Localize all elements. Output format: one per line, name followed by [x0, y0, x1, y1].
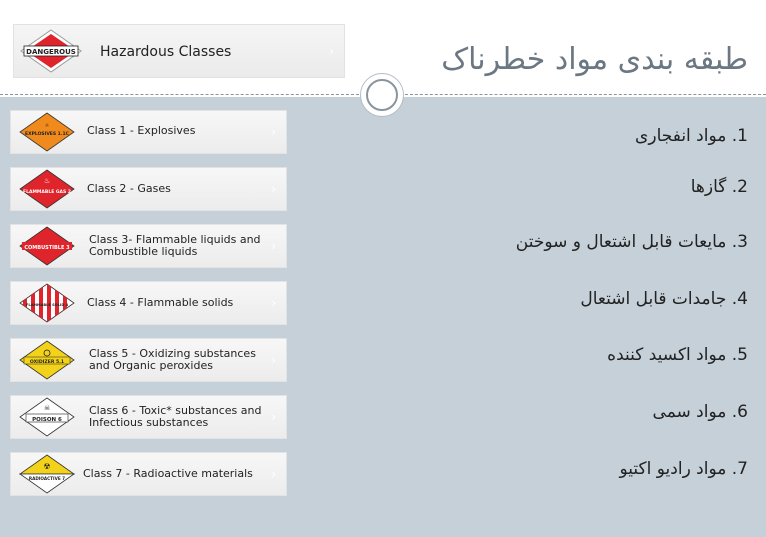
class-label: Class 5 - Oxidizing substances and Organic peroxides	[89, 347, 256, 372]
persian-list-item-6: 6. مواد سمی	[652, 402, 748, 422]
class-label: Class 7 - Radioactive materials	[83, 467, 253, 480]
divider-ornament-inner	[366, 79, 398, 111]
persian-list-item-2: 2. گازها	[690, 177, 748, 197]
class-card-3[interactable]	[10, 224, 287, 268]
chevron-right-icon: ›	[271, 239, 276, 253]
content-area	[0, 97, 766, 537]
class-card-4[interactable]	[10, 281, 287, 325]
hazardous-classes-label: Hazardous Classes	[100, 44, 232, 60]
class-card-7[interactable]	[10, 452, 287, 496]
persian-list-item-1: 1. مواد انفجاری	[635, 126, 748, 146]
class-card-1[interactable]	[10, 110, 287, 154]
page-title: طبقه بندی مواد خطرناک	[441, 42, 748, 77]
flammable-gas-sign-icon	[19, 169, 75, 209]
svg-text:☼: ☼	[44, 123, 50, 129]
svg-text:☢: ☢	[43, 462, 51, 471]
class-card-6[interactable]	[10, 395, 287, 439]
poison-sign-text: POISON 6	[32, 417, 62, 423]
chevron-right-icon: ›	[329, 44, 334, 58]
chevron-right-icon: ›	[271, 353, 276, 367]
dangerous-sign-text: DANGEROUS	[26, 48, 76, 56]
oxidizer-sign-icon	[19, 340, 75, 380]
class-label: Class 2 - Gases	[87, 182, 171, 195]
chevron-right-icon: ›	[271, 296, 276, 310]
chevron-right-icon: ›	[271, 182, 276, 196]
hazardous-classes-card[interactable]	[13, 24, 345, 78]
persian-list-item-3: 3. مایعات قابل اشتعال و سوختن	[515, 232, 748, 252]
poison-sign-icon	[19, 397, 75, 437]
persian-list-item-4: 4. جامدات قابل اشتعال	[580, 289, 748, 309]
flammable-solid-sign-text: FLAMMABLE SOLID 4	[25, 303, 69, 307]
divider-left	[0, 94, 364, 95]
flammable-gas-sign-text: FLAMMABLE GAS 2	[23, 190, 71, 195]
combustible-sign-icon	[19, 226, 75, 266]
flammable-solid-sign-icon	[19, 283, 75, 323]
chevron-right-icon: ›	[271, 410, 276, 424]
class-card-5[interactable]	[10, 338, 287, 382]
chevron-right-icon: ›	[271, 125, 276, 139]
explosives-sign-icon	[19, 112, 75, 152]
radioactive-sign-text: RADIOACTIVE 7	[28, 476, 66, 481]
class-card-2[interactable]	[10, 167, 287, 211]
persian-list-item-7: 7. مواد رادیو اکتیو	[619, 459, 748, 479]
svg-text:☠: ☠	[43, 404, 51, 412]
class-label: Class 6 - Toxic* substances and Infectious substances	[89, 404, 262, 429]
class-label: Class 3- Flammable liquids and Combustible liquids	[89, 233, 261, 258]
divider-right	[400, 94, 766, 95]
class-label: Class 1 - Explosives	[87, 124, 196, 137]
chevron-right-icon: ›	[271, 467, 276, 481]
svg-text:♨: ♨	[43, 177, 51, 185]
explosives-sign-text: EXPLOSIVES 1.1C	[25, 132, 69, 137]
persian-list-item-5: 5. مواد اکسید کننده	[607, 345, 748, 365]
oxidizer-sign-text: OXIDIZER 5.1	[29, 360, 65, 365]
dangerous-sign-icon	[20, 29, 82, 73]
radioactive-sign-icon	[19, 454, 75, 494]
class-label: Class 4 - Flammable solids	[87, 296, 234, 309]
combustible-sign-text: COMBUSTIBLE 3	[24, 245, 70, 251]
